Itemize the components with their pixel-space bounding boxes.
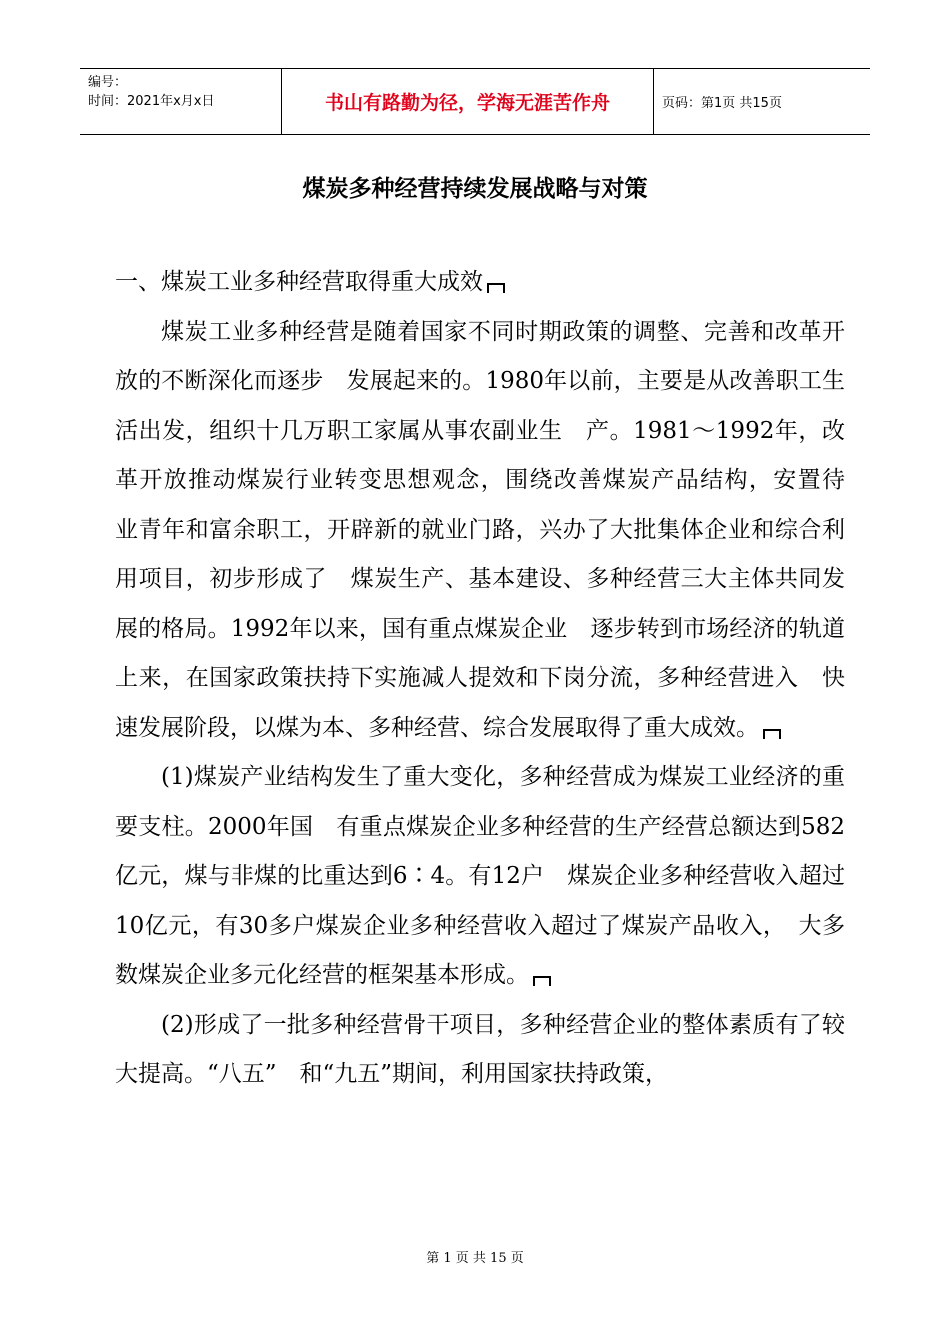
document-title: 煤炭多种经营持续发展战略与对策 [302, 176, 648, 202]
paragraph-text: (1)煤炭产业结构发生了重大变化，多种经营成为煤炭工业经济的重要支柱。2000年国 有重点煤炭企业多种经营的生产经营总额达到582亿元，煤与非煤的比重达到6∶4。有12户 煤炭企业多种经营收入超过10亿元，有30多户煤炭企业多种经营收入超过了煤炭产品收入， 大多数煤炭企业多元化经营的框架基本形成。 [115, 764, 845, 988]
paragraph [115, 308, 868, 754]
paragraph-text: 煤炭工业多种经营是随着国家不同时期政策的调整、完善和改革开放的不断深化而逐步 发展起来的。1980年以前，主要是从改善职工生活出发，组织十几万职工家属从事农副业生 产。1981～1992年，改革开放推动煤炭行业转变思想观念，围绕改善煤炭产品结构，安置待 业青年和富余职工，开辟新的就业门路，兴办了大批集体企业和综合利用项目，初步形成了 煤炭生产、基本建设、多种经营三大主体共同发展的格局。1992年以来，国有重点煤炭企业 逐步转到市场经济的轨道上来，在国家政策扶持下实施减人提效和下岗分流，多种经营进入 快速发展阶段，以煤为本、多种经营、综合发展取得了重大成效。 [115, 318, 868, 741]
header-page-label: 页码：第1页 共15页 [662, 96, 782, 111]
paragraph-mark-icon [487, 283, 505, 293]
date-label: 时间：2021年x月x日 [88, 94, 215, 109]
header-meta [80, 69, 282, 134]
paragraph-mark-icon [533, 976, 551, 986]
header-table [80, 68, 870, 135]
paragraph [115, 1001, 845, 1100]
paragraph-text: (2)形成了一批多种经营骨干项目，多种经营企业的整体素质有了较大提高。“八五” 和“九五”期间，利用国家扶持政策， [115, 1011, 845, 1087]
header-motto: 书山有路勤为径，学海无涯苦作舟 [282, 69, 654, 134]
paragraph [115, 753, 845, 1001]
heading-text: 一、煤炭工业多种经营取得重大成效 [115, 269, 483, 295]
page-footer: 第 1 页 共 15 页 [426, 1251, 524, 1266]
section-heading [115, 258, 845, 308]
document-body [115, 258, 868, 1100]
number-label: 编号： [88, 75, 128, 90]
paragraph-mark-icon [763, 729, 781, 739]
